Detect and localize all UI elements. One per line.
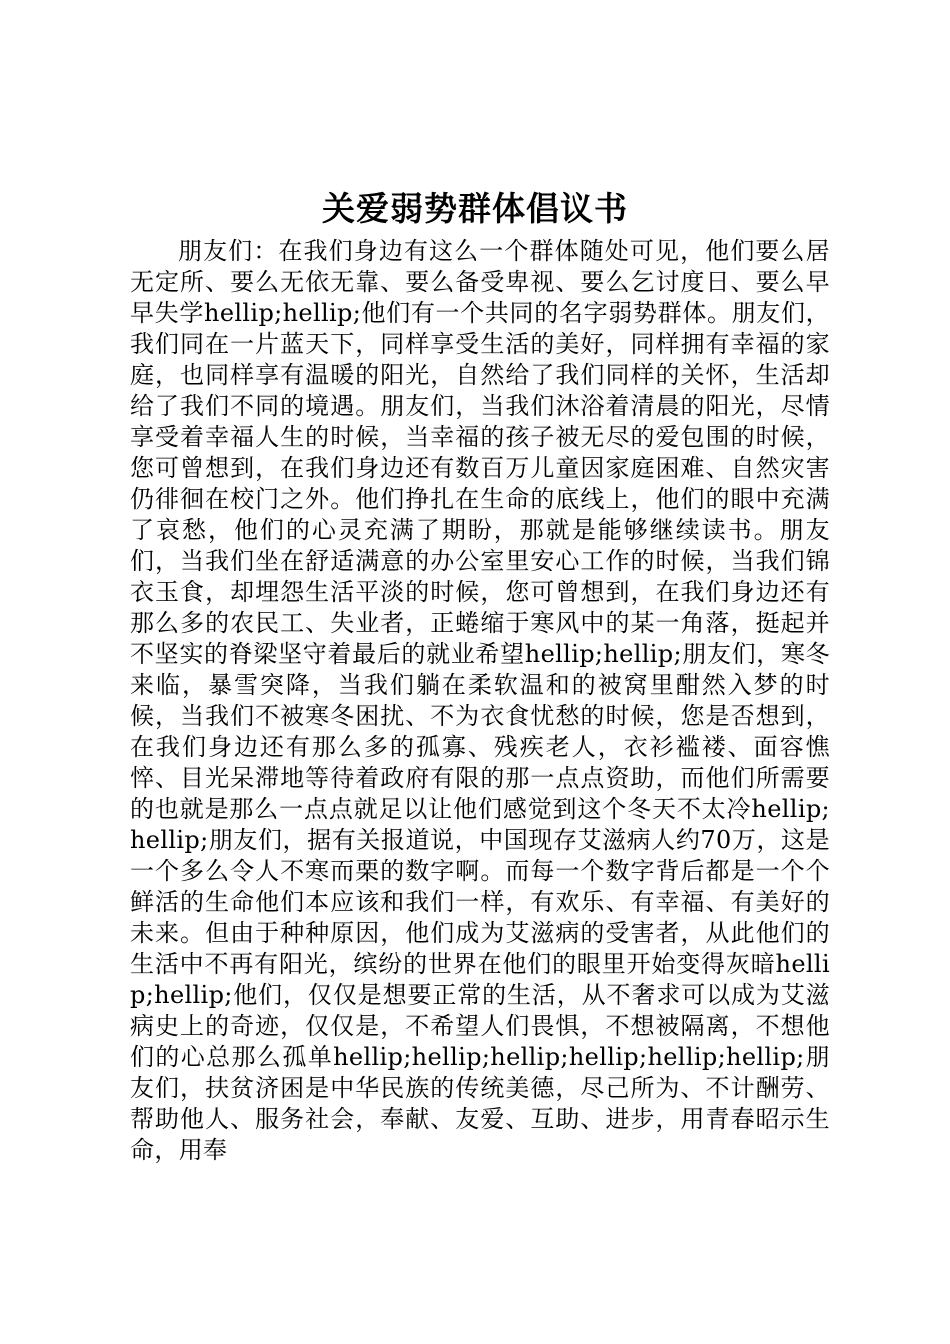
document-title: 关爱弱势群体倡议书 [322, 189, 628, 228]
document-body-paragraph: 朋友们：在我们身边有这么一个群体随处可见，他们要么居无定所、要么无依无靠、要么备受卑视、要么乞讨度日、要么早早失学hellip;hellip;他们有一个共同的名字弱势群体。朋友们，我们同在一片蓝天下，同样享受生活的美好，同样拥有幸福的家庭，也同样享有温暖的阳光，自然给了我们同样的关怀，生活却给了我们不同的境遇。朋友们，当我们沐浴着清晨的阳光，尽情享受着幸福人生的时候，当幸福的孩子被无尽的爱包围的时候，您可曾想到，在我们身边还有数百万儿童因家庭困难、自然灾害仍徘徊在校门之外。他们挣扎在生命的底线上，他们的眼中充满了哀愁，他们的心灵充满了期盼，那就是能够继续读书。朋友们，当我们坐在舒适满意的办公室里安心工作的时候，当我们锦衣玉食，却埋怨生活平淡的时候，您可曾想到，在我们身边还有那么多的农民工、失业者，正蜷缩于寒风中的某一角落，挺起并不坚实的脊梁坚守着最后的就业希望hellip;hellip;朋友们，寒冬来临，暴雪突降，当我们躺在柔软温和的被窝里酣然入梦的时候，当我们不被寒冬困扰、不为衣食忧愁的时候，您是否想到，在我们身边还有那么多的孤寡、残疾老人，衣衫褴褛、面容憔悴、目光呆滞地等待着政府有限的那一点点资助，而他们所需要的也就是那么一点点就足以让他们感觉到这个冬天不太冷hellip;hellip;朋友们，据有关报道说，中国现存艾滋病人约70万，这是一个多么令人不寒而栗的数字啊。而每一个数字背后都是一个个鲜活的生命他们本应该和我们一样，有欢乐、有幸福、有美好的未来。但由于种种原因，他们成为艾滋病的受害者，从此他们的生活中不再有阳光，缤纷的世界在他们的眼里开始变得灰暗hellip;hellip;他们，仅仅是想要正常的生活，从不奢求可以成为艾滋病史上的奇迹，仅仅是，不希望人们畏惧，不想被隔离，不想他们的心总那么孤单hellip;hellip;hellip;hellip;hellip;hellip;朋友们，扶贫济困是中华民族的传统美德，尽己所为、不计酬劳、帮助他人、服务社会，奉献、友爱、互助、进步，用青春昭示生命，用奉 [130, 237, 830, 1164]
